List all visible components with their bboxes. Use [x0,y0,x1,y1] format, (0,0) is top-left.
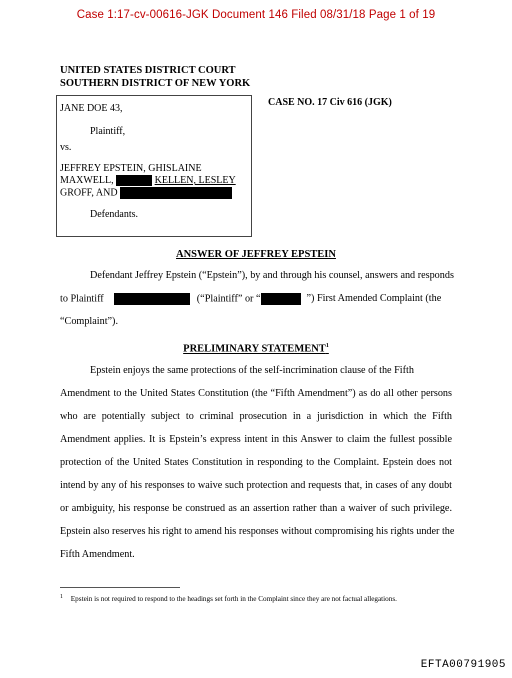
footnote-ref: 1 [325,343,329,349]
document-title: ANSWER OF JEFFREY EPSTEIN [176,249,336,260]
defendants-line-2 [60,175,236,187]
footnote-marker: 1 [60,594,63,600]
case-number: CASE NO. 17 Civ 616 (JGK) [268,97,392,108]
defendants-line-3-text: GROFF, AND [60,187,118,199]
defendants-label: Defendants. [90,209,139,220]
intro-line-2c: ”) First Amended Complaint (the [306,293,442,305]
redaction-box [116,175,152,186]
prelim-line-9: Fifth Amendment. [60,549,135,560]
court-line-2: SOUTHERN DISTRICT OF NEW YORK [60,78,251,89]
intro-line-2a: to Plaintiff [60,293,104,305]
intro-line-1: Defendant Jeffrey Epstein (“Epstein”), by and through his counsel, answers and responds [90,270,454,281]
prelim-line-4: Amendment applies. It is Epstein’s express intent in this Answer to claim the fullest possible [60,434,452,445]
prelim-line-7: or ambiguity, his response be construed as an assertion rather than a waiver of such privilege. [60,503,452,514]
defendants-line-2a: MAXWELL, [60,175,114,186]
case-header-stamp: Case 1:17-cv-00616-JGK Document 146 Filed 08/31/18 Page 1 of 19 [76,9,436,21]
footnote-text: Epstein is not required to respond to the headings set forth in the Complaint since they are not factual allegations. [70,595,397,604]
intro-line-3: “Complaint”). [60,316,118,327]
defendants-line-2b: KELLEN, LESLEY [154,175,236,186]
versus: vs. [60,142,72,153]
prelim-line-5: protection of the United States Constitution in responding to the Complaint. Epstein does not [60,457,452,468]
section-heading-text: PRELIMINARY STATEMENT [183,343,326,355]
prelim-line-3: who are potentially subject to criminal prosecution in a jurisdiction in which the Fifth [60,411,452,422]
section-heading [0,343,512,355]
prelim-line-6: intend by any of his responses to waive such protection and requests that, in cases of any doubt [60,480,452,491]
prelim-line-8: Epstein also reserves his right to amend his responses without compromising his rights under the [60,526,455,537]
plaintiff-label: Plaintiff, [90,126,126,137]
defendants-line-1: JEFFREY EPSTEIN, GHISLAINE [60,163,202,174]
redaction-box [114,293,190,305]
bates-number: EFTA00791905 [420,659,506,671]
prelim-line-1: Epstein enjoys the same protections of the self-incrimination clause of the Fifth [90,365,414,376]
footnote [60,594,397,603]
footnote-divider [60,587,180,588]
court-name [60,64,250,90]
intro-line-2 [60,293,441,305]
intro-line-2b: (“Plaintiff” or “ [196,293,261,305]
court-line-1: UNITED STATES DISTRICT COURT [60,65,236,76]
redaction-box [261,293,301,305]
defendants-line-3 [60,187,232,199]
redaction-box [120,187,232,199]
plaintiff-name: JANE DOE 43, [60,103,123,114]
prelim-line-2: Amendment to the United States Constitution (the “Fifth Amendment”) as do all other persons [60,388,452,399]
